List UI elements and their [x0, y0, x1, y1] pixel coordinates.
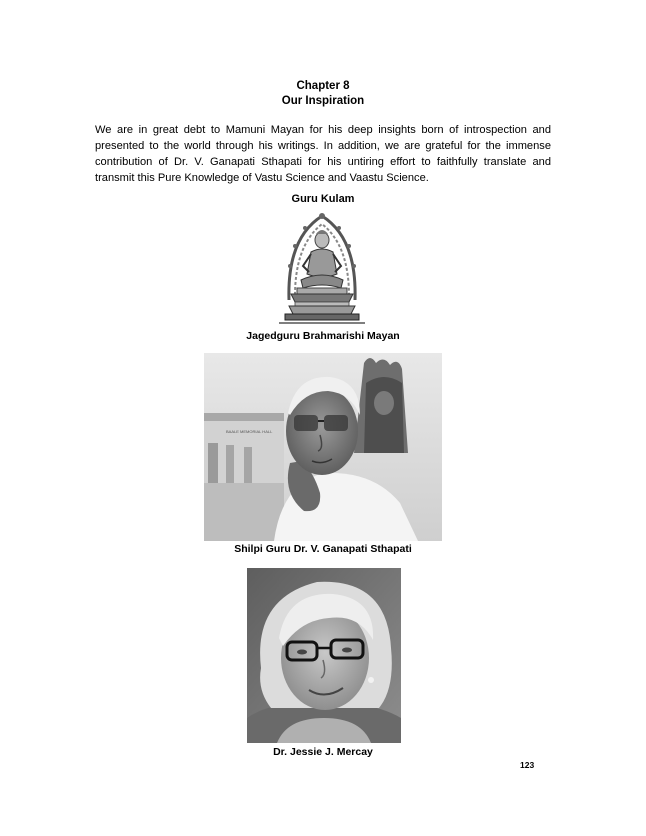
chapter-label: Chapter 8: [296, 80, 350, 92]
figure-caption: Dr. Jessie J. Mercay: [273, 746, 373, 758]
portrait-photo-woman-glasses: [247, 568, 401, 743]
building-sign-text: BAALE MEMORIAL HALL: [226, 429, 273, 434]
section-heading: Guru Kulam: [291, 193, 355, 205]
page-number: 123: [520, 760, 535, 770]
intro-paragraph: We are in great debt to Mamuni Mayan for his deep insights born of introspection and presented to the world through his writings. In addition, we are grateful for the immense contribution of Dr. V. Ganapati Sthapati for his untiring effort to faithfully translate and transmit this Pure Knowledge of Vastu Science and Vaastu Science.: [95, 124, 551, 184]
figure-caption: Jagedguru Brahmarishi Mayan: [246, 330, 400, 342]
portrait-photo-elderly-man: [204, 353, 442, 541]
figure-caption: Shilpi Guru Dr. V. Ganapati Sthapati: [234, 543, 412, 555]
seated-deity-illustration: [275, 208, 369, 326]
chapter-title: Our Inspiration: [281, 95, 365, 107]
